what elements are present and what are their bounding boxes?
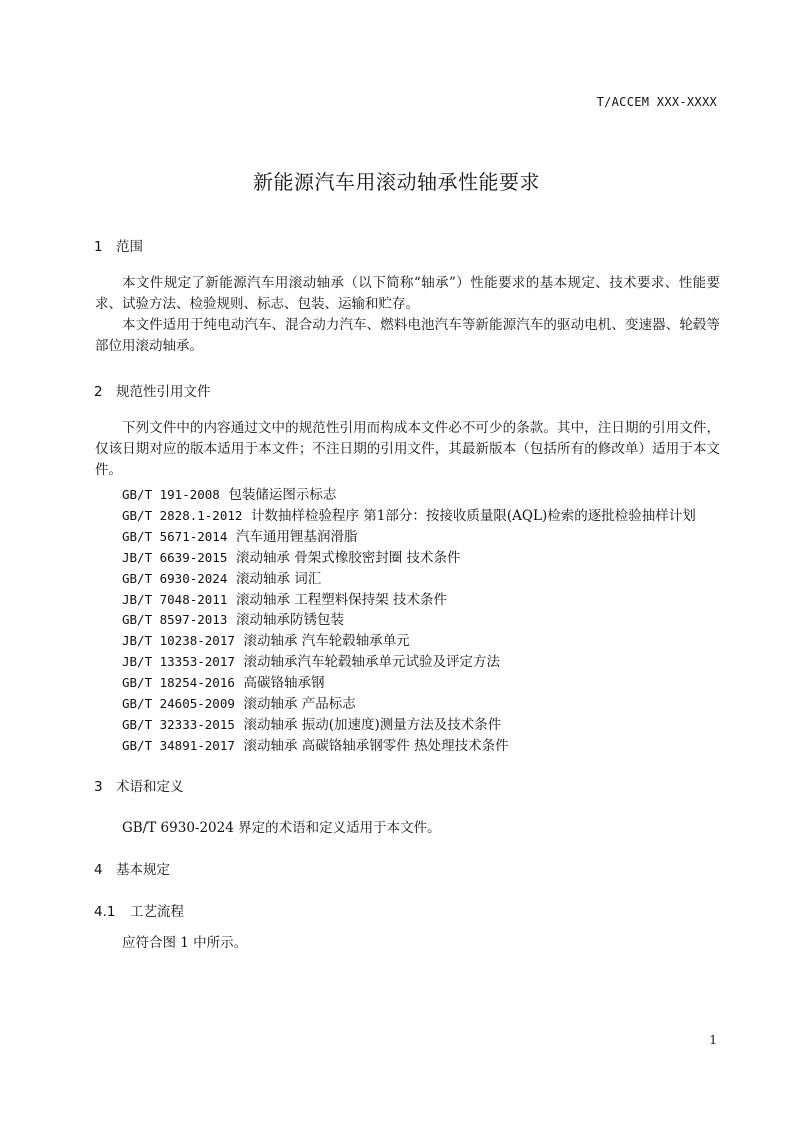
section-2-heading [94, 380, 211, 400]
reference-item [122, 504, 696, 524]
reference-item [122, 588, 447, 608]
reference-code: GB/T 32333-2015 [122, 716, 235, 732]
reference-title: 汽车通用锂基润滑脂 [235, 528, 358, 545]
reference-item [122, 671, 324, 691]
page-number: 1 [709, 1033, 717, 1047]
reference-item [122, 546, 461, 566]
reference-code: GB/T 2828.1-2012 [122, 507, 243, 523]
reference-item [122, 692, 356, 712]
reference-title: 滚动轴承汽车轮毂轴承单元试验及评定方法 [243, 654, 500, 671]
reference-title: 高碳铬轴承钢 [243, 675, 325, 692]
reference-code: GB/T 8597-2013 [122, 612, 228, 628]
reference-item [122, 734, 509, 754]
section-title: 范围 [116, 239, 143, 255]
subsection-4-1-heading [94, 900, 184, 920]
subsection-number: 4.1 [94, 904, 116, 920]
section-title: 基本规定 [116, 862, 170, 878]
reference-code: JB/T 6639-2015 [122, 549, 228, 565]
reference-title: 滚动轴承 工程塑料保持架 技术条件 [235, 591, 448, 608]
reference-title: 滚动轴承 高碳铬轴承钢零件 热处理技术条件 [243, 737, 509, 754]
document-code: T/ACCEM XXX-XXXX [596, 95, 717, 109]
reference-title: 滚动轴承 产品标志 [243, 696, 356, 712]
reference-title: 滚动轴承 词汇 [235, 570, 322, 587]
reference-item [122, 608, 344, 628]
reference-code: JB/T 13353-2017 [122, 654, 235, 670]
reference-title: 包装储运图示标志 [228, 487, 337, 503]
reference-title: 滚动轴承 汽车轮毂轴承单元 [243, 633, 410, 650]
section-number: 1 [94, 239, 103, 255]
reference-item [122, 567, 321, 587]
section-4-heading [94, 858, 170, 878]
reference-item [122, 629, 410, 649]
reference-code: GB/T 24605-2009 [122, 696, 235, 711]
section-title: 规范性引用文件 [116, 384, 211, 400]
document-title: 新能源汽车用滚动轴承性能要求 [253, 170, 540, 194]
section-3-heading [94, 775, 184, 795]
terms-text: GB/T 6930-2024 界定的术语和定义适用于本文件。 [122, 820, 441, 836]
reference-title: 计数抽样检验程序 第1部分：按接收质量限(AQL)检索的逐批检验抽样计划 [251, 507, 696, 524]
scope-paragraph-2: 本文件适用于纯电动汽车、混合动力汽车、燃料电池汽车等新能源汽车的驱动电机、变速器、轮毂等部位用滚动轴承。 [95, 317, 720, 354]
reference-code: JB/T 7048-2011 [122, 591, 228, 607]
section-number: 3 [94, 779, 103, 795]
reference-item [122, 483, 336, 503]
reference-code: GB/T 191-2008 [122, 487, 220, 502]
subsection-title: 工艺流程 [130, 904, 184, 920]
reference-code: GB/T 18254-2016 [122, 675, 235, 691]
process-flow-text: 应符合图 1 中所示。 [122, 935, 248, 951]
section-1-heading [94, 235, 143, 255]
reference-title: 滚动轴承 骨架式橡胶密封圈 技术条件 [235, 549, 461, 566]
scope-paragraph-1: 本文件规定了新能源汽车用滚动轴承（以下简称“轴承”）性能要求的基本规定、技术要求、性能要求、试验方法、检验规则、标志、包装、运输和贮存。 [95, 275, 720, 312]
section-number: 4 [94, 862, 103, 878]
section-title: 术语和定义 [116, 779, 184, 795]
reference-code: GB/T 6930-2024 [122, 570, 228, 586]
reference-item [122, 650, 500, 670]
section-number: 2 [94, 384, 103, 400]
reference-code: JB/T 10238-2017 [122, 633, 235, 649]
reference-title: 滚动轴承防锈包装 [235, 612, 344, 629]
reference-code: GB/T 5671-2014 [122, 528, 228, 544]
reference-code: GB/T 34891-2017 [122, 737, 235, 753]
reference-item [122, 525, 357, 545]
normative-refs-intro: 下列文件中的内容通过文中的规范性引用而构成本文件必不可少的条款。其中，注日期的引用文件，仅该日期对应的版本适用于本文件；不注日期的引用文件，其最新版本（包括所有的修改单）适用于本文件。 [95, 420, 720, 478]
reference-title: 滚动轴承 振动(加速度)测量方法及技术条件 [243, 716, 502, 733]
reference-item [122, 713, 501, 733]
